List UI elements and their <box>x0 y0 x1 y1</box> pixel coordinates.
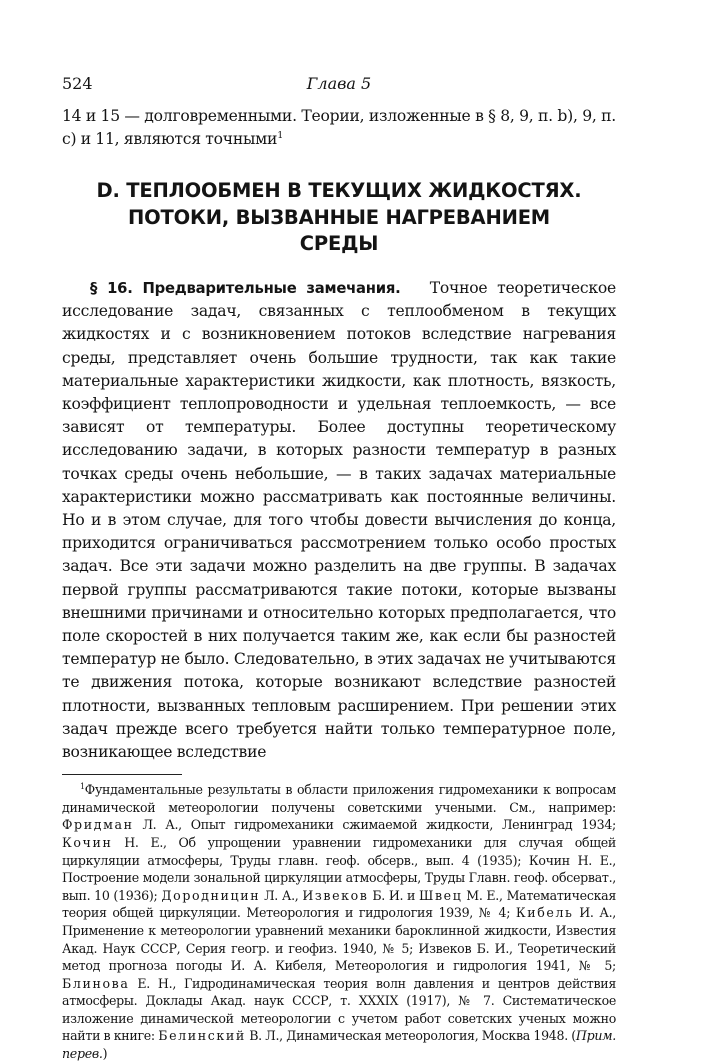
author-name: Кочин <box>62 834 113 850</box>
footnote-text: Е. Н., Гидродинамическая теория волн давления и центров действия атмосферы. Доклады Акад. наук СССР, т. XXXIX (1917), № 7. Систематическое изложение динамической метеорологии с учетом работ советских ученых можно найти в книге: <box>62 975 616 1044</box>
page-number: 524 <box>62 74 93 93</box>
continuation-paragraph <box>62 105 616 151</box>
subsection-paragraph <box>62 277 616 764</box>
author-name: Швец <box>419 887 463 903</box>
footnote-text: Л. А., Опыт гидромеханики сжимаемой жидкости, Ленинград 1934; <box>133 817 616 833</box>
chapter-title: Глава 5 <box>306 74 372 93</box>
book-page <box>62 74 616 1063</box>
section-heading-line: ПОТОКИ, ВЫЗВАННЫЕ НАГРЕВАНИЕМ <box>127 205 551 229</box>
footnote-text: Фундаментальные результаты в области приложения гидромеханики к вопросам динамической метеорологии получены советскими учеными. См., например: <box>62 782 616 815</box>
section-heading-line: СРЕДЫ <box>299 232 379 256</box>
translator-note: Прим. перев. <box>62 1028 617 1062</box>
footnote-text: И. А., Применение к метеорологии уравнений механики бароклинной жидкости, Известия Акад. Наук СССР, Серия геогр. и геофиз. 1940, № 5; Извеков Б. И., Теоретический метод прогноза погоды И. А. Кибеля, Метеорология и гидрология 1941, № 5; <box>62 905 616 974</box>
author-name: Фридман <box>62 817 134 833</box>
footnote-marker: 1 <box>80 781 85 791</box>
section-heading <box>62 178 616 258</box>
subsection-text: Точное теоретическое исследование задач, связанных с теплообменом в текущих жидкостях и с возникновением потоков вследствие нагревания среды, представляет очень большие трудности, так как такие материальные характеристики жидкости, как плотность, вязкость, коэффициент теплопроводности и удельная теплоемкость, — все зависят от температуры. Более доступны теоретическому исследованию задачи, в которых разности температур в разных точках среды очень небольшие, — в таких задачах материальные характеристики можно рассматривать как постоянные величины. Но и в этом случае, для того чтобы довести вычисления до конца, приходится ограничиваться рассмотрением только особо простых задач. Все эти задачи можно разделить на две группы. В задачах первой группы рассматриваются такие потоки, которые вызваны внешними причинами и относительно которых предполагается, что поле скоростей в них получается таким же, как если бы разностей температур не было. Следовательно, в этих задачах не учитываются те движения потока, которые возникают вследствие разностей плотности, вызванных тепловым расширением. При решении этих задач прежде всего требуется найти только температурное поле, возникающее вследствие <box>62 278 616 761</box>
footnote-reference: 1 <box>277 130 283 142</box>
footnote-text: М. Е., Математическая теория общей циркуляции. Метеорология и гидрология 1939, № 4; <box>62 887 617 921</box>
footnote <box>62 781 616 1063</box>
footnote-text: Н. Е., Об упрощении уравнении гидромеханики для случая общей циркуляции атмосферы, Труды главн. геоф. обсерв., вып. 4 (1935); Кочин Н. Е., Построение модели зональной циркуляции атмосферы, Труды Главн. геоф. обсерват., вып. 10 (1936); <box>62 834 616 903</box>
author-name: Белинский <box>158 1028 246 1044</box>
author-name: Блинова <box>62 975 130 991</box>
footnote-text: Л. А., <box>260 887 303 903</box>
author-name: Извеков <box>302 887 369 903</box>
footnote-text: В. Л., Динамическая метеорология, Москва 1948. ( <box>245 1028 576 1044</box>
subsection-title: § 16. Предварительные замечания. <box>90 279 401 297</box>
running-head <box>62 74 616 98</box>
footnote-text: ) <box>102 1046 108 1062</box>
section-heading-line: D. ТЕПЛООБМЕН В ТЕКУЩИХ ЖИДКОСТЯХ. <box>96 179 582 203</box>
author-name: Кибель <box>515 905 574 921</box>
footnote-text: Б. И. и <box>368 887 419 903</box>
footnote-divider <box>62 774 182 775</box>
author-name: Дородницин <box>161 887 261 903</box>
continuation-text: 14 и 15 — долговременными. Теории, изложенные в § 8, 9, п. b), 9, п. c) и 11, являются точными <box>62 107 616 149</box>
